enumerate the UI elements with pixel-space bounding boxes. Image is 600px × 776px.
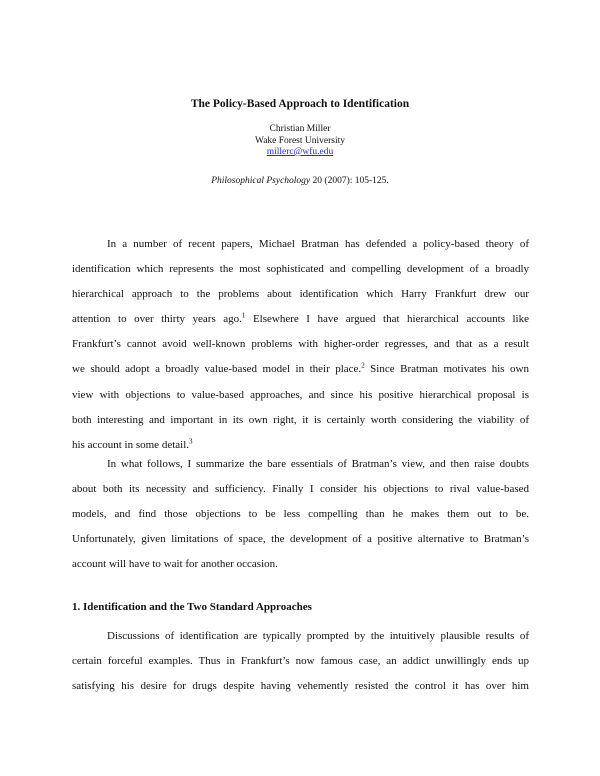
footnote-ref-2[interactable]: 2 [361, 361, 365, 370]
paragraph-line: Discussions of identification are typically prompted by the intuitively plausible results of [107, 630, 529, 642]
text-span: Elsewhere I have argued that hierarchical accounts like [245, 313, 529, 326]
paragraph-line: Frankfurt’s cannot avoid well-known problems with higher-order regresses, and that as a result [72, 338, 529, 351]
journal-citation [0, 175, 600, 187]
footnote-ref-3[interactable]: 3 [189, 437, 193, 446]
section-heading: 1. Identification and the Two Standard Approaches [72, 601, 312, 613]
text-span: Since Bratman motivates his own [364, 363, 529, 376]
paragraph-line: identification which represents the most sophisticated and compelling development of a broadly [72, 263, 529, 276]
paragraph-3 [72, 624, 529, 699]
paragraph-line: account will have to wait for another occasion. [72, 558, 278, 571]
paragraph-line: about both its necessity and sufficiency. Finally I consider his objections to rival value-based [72, 483, 529, 496]
text-span: attention to over thirty years ago. [72, 313, 242, 326]
citation-details: 20 (2007): 105-125. [310, 176, 389, 186]
paragraph-line: Unfortunately, given limitations of space, the development of a positive alternative to Bratman’s [72, 533, 529, 546]
paper-title: The Policy-Based Approach to Identification [190, 98, 410, 110]
paragraph-line: view with objections to value-based approaches, and since his positive hierarchical proposal is [72, 388, 529, 401]
paragraph-line: certain forceful examples. Thus in Frankfurt’s now famous case, an addict unwillingly ends up [72, 655, 529, 668]
paragraph-line [72, 307, 529, 332]
paragraph-line: In what follows, I summarize the bare essentials of Bratman’s view, and then raise doubts [107, 458, 529, 470]
paragraph-1 [72, 232, 529, 458]
author-affiliation: Wake Forest University [255, 135, 345, 146]
text-span: his account in some detail. [72, 438, 189, 451]
paragraph-line [72, 357, 529, 382]
paragraph-2 [72, 452, 529, 577]
author-name: Christian Miller [269, 124, 331, 134]
author-block [0, 124, 600, 159]
author-email-link[interactable]: millerc@wfu.edu [266, 147, 334, 157]
paragraph-line: satisfying his desire for drugs despite having vehemently resisted the control it has over him [72, 680, 529, 693]
paragraph-line: models, and find those objections to be less compelling than he makes them out to be. [72, 508, 529, 521]
paragraph-line: hierarchical approach to the problems about identification which Harry Frankfurt drew our [72, 288, 529, 301]
journal-name: Philosophical Psychology [211, 176, 311, 186]
paragraph-line: both interesting and important in its own right, it is certainly worth considering the viability of [72, 413, 529, 426]
text-span: we should adopt a broadly value-based model in their place. [72, 363, 362, 376]
footnote-ref-1[interactable]: 1 [241, 311, 246, 320]
paragraph-line: In a number of recent papers, Michael Bratman has defended a policy-based theory of [107, 238, 529, 250]
